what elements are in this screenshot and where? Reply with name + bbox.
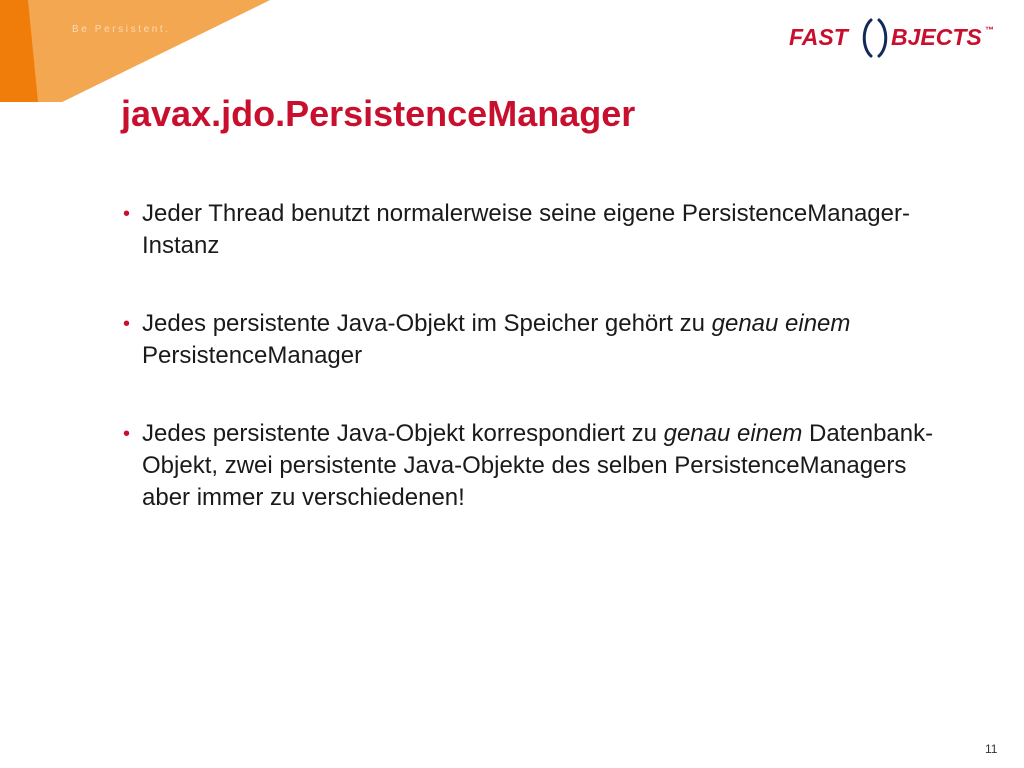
bullet-marker: •	[123, 313, 131, 335]
logo-text-bjects: BJECTS	[891, 24, 982, 50]
bullet-text: Jeder Thread benutzt normalerweise seine eigene PersistenceManager-Instanz	[142, 200, 910, 259]
logo-text-fast: FAST	[789, 24, 848, 50]
slide-title: javax.jdo.PersistenceManager	[121, 93, 636, 134]
bullet-emphasis: genau einem	[663, 420, 803, 447]
trademark-symbol: ™	[985, 25, 994, 35]
bullet-item-1	[123, 198, 943, 262]
page-number: 11	[985, 742, 998, 756]
bullet-marker: •	[123, 203, 131, 225]
bullet-text-tail: Datenbank-Objekt, zwei persistente Java-Objekte des selben PersistenceManagers aber immer zu verschiedenen!	[142, 420, 934, 511]
bullet-marker: •	[123, 423, 131, 445]
fastobjects-logo	[788, 16, 1000, 60]
corner-banner	[0, 0, 270, 102]
bullet-list	[123, 198, 943, 560]
bullet-item-2	[123, 308, 943, 372]
bullet-text: Jedes persistente Java-Objekt korrespondiert zu	[142, 420, 664, 447]
banner-light-shape	[28, 0, 270, 102]
bullet-emphasis: genau einem	[711, 310, 851, 337]
bullet-text-tail: PersistenceManager	[142, 342, 363, 369]
bullet-item-3	[123, 418, 943, 514]
tagline: Be Persistent.	[72, 24, 171, 35]
logo-parens-icon	[858, 16, 892, 60]
bullet-text: Jedes persistente Java-Objekt im Speicher gehört zu	[142, 310, 712, 337]
